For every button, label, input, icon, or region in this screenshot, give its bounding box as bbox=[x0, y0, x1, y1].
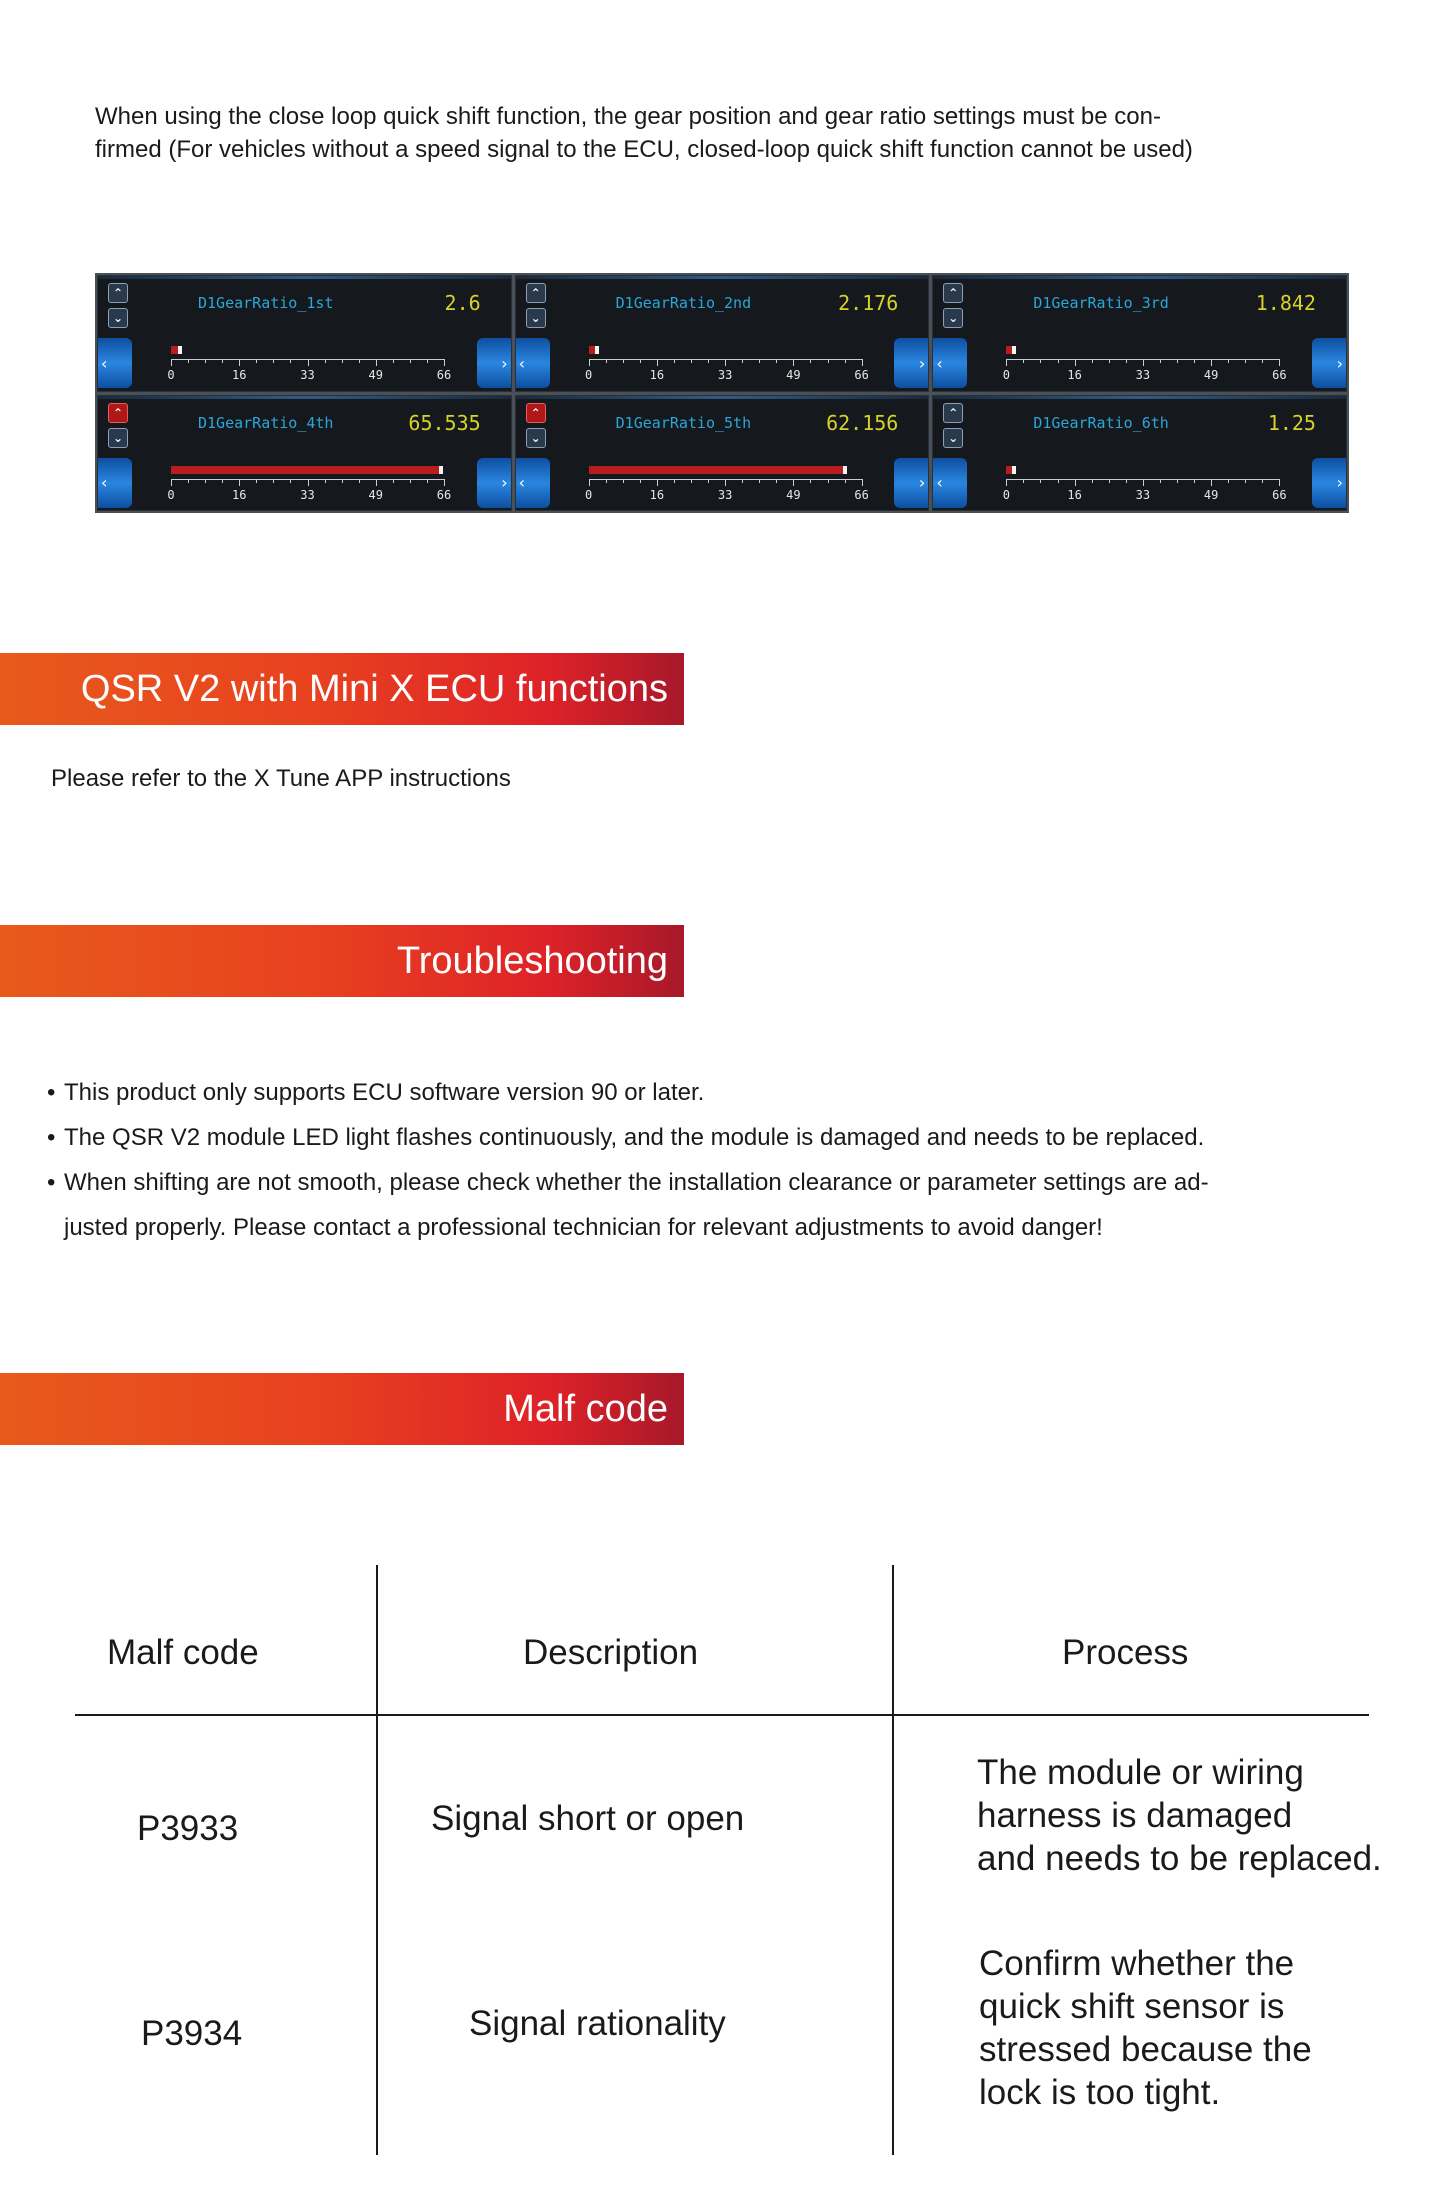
scale-minor-tick bbox=[640, 480, 641, 483]
scale-minor-tick bbox=[1177, 360, 1178, 363]
scale-minor-tick bbox=[1109, 360, 1110, 363]
process-line: and needs to be replaced. bbox=[977, 1839, 1382, 1878]
scale-minor-tick bbox=[222, 480, 223, 483]
scale-tick-label: 33 bbox=[300, 368, 315, 382]
scale-tick bbox=[376, 480, 377, 486]
scale-tick bbox=[1211, 480, 1212, 486]
decrease-arrow-icon[interactable]: ‹ bbox=[98, 338, 132, 388]
scale-tick bbox=[171, 360, 172, 366]
troubleshooting-list bbox=[47, 1070, 1367, 1250]
list-item bbox=[47, 1160, 1367, 1250]
decrease-arrow-icon[interactable]: ‹ bbox=[98, 458, 132, 508]
scale-tick-label: 16 bbox=[232, 368, 247, 382]
scale-tick-label: 16 bbox=[1067, 368, 1082, 382]
scale-minor-tick bbox=[742, 480, 743, 483]
parameter-name: D1GearRatio_2nd bbox=[615, 294, 752, 312]
scale-minor-tick bbox=[188, 480, 189, 483]
level-bar-fill bbox=[1006, 346, 1016, 354]
scale-tick bbox=[1143, 360, 1144, 366]
scale-minor-tick bbox=[342, 360, 343, 363]
scale-minor-tick bbox=[1228, 480, 1229, 483]
parameter-name: D1GearRatio_3rd bbox=[1033, 294, 1169, 312]
process-line: stressed because the bbox=[979, 2030, 1312, 2069]
level-bar-fill bbox=[171, 346, 182, 354]
scale-tick bbox=[1075, 480, 1076, 486]
scale-minor-tick bbox=[845, 480, 846, 483]
scale-minor-tick bbox=[674, 480, 675, 483]
table-cell-code: P3934 bbox=[141, 2014, 243, 2053]
scale-minor-tick bbox=[1126, 360, 1127, 363]
gauge-cell bbox=[932, 275, 1347, 392]
step-up-icon[interactable]: ⌃ bbox=[526, 283, 546, 303]
table-divider bbox=[892, 1565, 894, 2155]
scale-tick bbox=[793, 480, 794, 486]
scale-tick-label: 66 bbox=[436, 368, 452, 382]
scale-tick bbox=[308, 480, 309, 486]
parameter-name: D1GearRatio_5th bbox=[615, 413, 752, 432]
scale-tick bbox=[1143, 480, 1144, 486]
step-down-icon[interactable]: ⌄ bbox=[526, 428, 546, 448]
step-down-icon[interactable]: ⌄ bbox=[526, 308, 546, 328]
intro-line: firmed (For vehicles without a speed signal to the ECU, closed-loop quick shift function cannot be used) bbox=[95, 136, 1193, 163]
scale-minor-tick bbox=[1092, 480, 1093, 483]
scale-tick-label: 49 bbox=[1203, 368, 1219, 382]
scale-tick-label: 0 bbox=[585, 368, 593, 382]
increase-arrow-icon[interactable]: › bbox=[894, 338, 928, 388]
parameter-name: D1GearRatio_4th bbox=[198, 413, 334, 432]
step-down-icon[interactable]: ⌄ bbox=[108, 308, 128, 328]
increase-arrow-icon[interactable]: › bbox=[1312, 338, 1346, 388]
table-cell-code: P3933 bbox=[137, 1809, 239, 1848]
scale-minor-tick bbox=[810, 360, 811, 363]
scale-tick-label: 66 bbox=[436, 487, 452, 502]
scale-minor-tick bbox=[1262, 480, 1263, 483]
scale-tick bbox=[1006, 360, 1007, 366]
bullet-icon: • bbox=[47, 1079, 56, 1106]
scale-minor-tick bbox=[427, 360, 428, 363]
scale-minor-tick bbox=[325, 360, 326, 363]
scale-tick bbox=[657, 360, 658, 366]
scale-tick-label: 0 bbox=[167, 487, 175, 502]
scale-tick bbox=[444, 360, 445, 366]
scale-tick bbox=[725, 360, 726, 366]
level-bar-fill bbox=[1006, 466, 1016, 474]
scale-minor-tick bbox=[623, 480, 624, 483]
process-line: harness is damaged bbox=[977, 1796, 1293, 1835]
scale-tick bbox=[376, 360, 377, 366]
decrease-arrow-icon[interactable]: ‹ bbox=[516, 458, 550, 508]
scale-tick bbox=[725, 480, 726, 486]
scale-minor-tick bbox=[342, 480, 343, 483]
scale-minor-tick bbox=[222, 360, 223, 363]
parameter-value: 1.842 bbox=[1255, 291, 1316, 315]
process-line: quick shift sensor is bbox=[979, 1987, 1285, 2026]
parameter-name: D1GearRatio_1st bbox=[198, 294, 334, 312]
increase-arrow-icon[interactable]: › bbox=[477, 458, 511, 508]
step-down-icon[interactable]: ⌄ bbox=[943, 308, 963, 328]
scale-minor-tick bbox=[1177, 480, 1178, 483]
scale-minor-tick bbox=[845, 360, 846, 363]
scale-tick bbox=[308, 360, 309, 366]
scale-minor-tick bbox=[290, 480, 291, 483]
scale-tick bbox=[1279, 480, 1280, 486]
scale-axis bbox=[589, 359, 863, 367]
scale-tick bbox=[862, 480, 863, 486]
decrease-arrow-icon[interactable]: ‹ bbox=[933, 458, 967, 508]
level-bar[interactable] bbox=[171, 344, 445, 356]
gauge-cell bbox=[515, 395, 930, 512]
column-header-process: Process bbox=[1062, 1633, 1189, 1672]
scale-minor-tick bbox=[1228, 360, 1229, 363]
section-heading-troubleshooting: Troubleshooting bbox=[0, 925, 684, 997]
gauge-cell bbox=[97, 395, 512, 512]
scale-minor-tick bbox=[759, 480, 760, 483]
scale-axis bbox=[1006, 479, 1280, 487]
scale-minor-tick bbox=[325, 480, 326, 483]
scale-tick-label: 0 bbox=[1002, 368, 1010, 382]
scale-minor-tick bbox=[290, 360, 291, 363]
scale-minor-tick bbox=[1245, 480, 1246, 483]
scale-tick bbox=[239, 480, 240, 486]
scale-tick-label: 66 bbox=[854, 368, 869, 382]
scale-minor-tick bbox=[256, 360, 257, 363]
column-header-code: Malf code bbox=[107, 1633, 259, 1672]
scale-minor-tick bbox=[188, 360, 189, 363]
scale-tick-label: 66 bbox=[854, 487, 869, 502]
scale-minor-tick bbox=[674, 360, 675, 363]
scale-tick-label: 0 bbox=[167, 368, 175, 382]
scale-minor-tick bbox=[606, 480, 607, 483]
scale-minor-tick bbox=[273, 360, 274, 363]
table-cell-description: Signal short or open bbox=[431, 1799, 745, 1838]
scale-tick-label: 33 bbox=[1135, 368, 1151, 382]
scale-minor-tick bbox=[759, 360, 760, 363]
qsr-instructions-text: Please refer to the X Tune APP instructions bbox=[51, 765, 511, 792]
process-line: The module or wiring bbox=[977, 1753, 1304, 1792]
list-item-text: This product only supports ECU software version 90 or later. bbox=[64, 1079, 705, 1106]
scale-minor-tick bbox=[828, 480, 829, 483]
gear-ratio-panel bbox=[95, 273, 1349, 513]
step-down-icon[interactable]: ⌄ bbox=[943, 428, 963, 448]
table-divider bbox=[75, 1714, 1369, 1716]
increase-arrow-icon[interactable]: › bbox=[894, 458, 928, 508]
scale-minor-tick bbox=[1160, 480, 1161, 483]
scale-tick-label: 49 bbox=[368, 368, 383, 382]
table-cell-process bbox=[977, 1751, 1382, 1880]
increase-arrow-icon[interactable]: › bbox=[1312, 458, 1346, 508]
scale-minor-tick bbox=[691, 360, 692, 363]
scale-minor-tick bbox=[1109, 480, 1110, 483]
scale-tick bbox=[1006, 480, 1007, 486]
bullet-icon: • bbox=[47, 1124, 56, 1151]
parameter-value: 1.25 bbox=[1267, 410, 1316, 435]
scale-minor-tick bbox=[742, 360, 743, 363]
scale-minor-tick bbox=[623, 360, 624, 363]
scale-minor-tick bbox=[205, 360, 206, 363]
scale-minor-tick bbox=[410, 360, 411, 363]
scale-tick bbox=[1279, 360, 1280, 366]
gauge-cell bbox=[515, 275, 930, 392]
scale-minor-tick bbox=[776, 360, 777, 363]
scale-minor-tick bbox=[776, 480, 777, 483]
scale-minor-tick bbox=[640, 360, 641, 363]
section-heading-qsr: QSR V2 with Mini X ECU functions bbox=[0, 653, 684, 725]
scale-minor-tick bbox=[828, 360, 829, 363]
list-item-text: justed properly. Please contact a professional technician for relevant adjustments to avoid danger! bbox=[64, 1214, 1103, 1241]
step-up-icon[interactable]: ⌃ bbox=[108, 283, 128, 303]
parameter-value: 65.535 bbox=[408, 410, 481, 435]
step-up-icon[interactable]: ⌃ bbox=[943, 403, 963, 423]
level-bar[interactable] bbox=[1006, 344, 1280, 356]
scale-tick-label: 0 bbox=[1002, 487, 1010, 502]
intro-text bbox=[95, 100, 1355, 166]
gauge-cell bbox=[97, 275, 512, 392]
parameter-value: 62.156 bbox=[826, 410, 899, 435]
scale-tick-label: 66 bbox=[1272, 487, 1287, 502]
section-heading-malf-code: Malf code bbox=[0, 1373, 684, 1445]
scale-minor-tick bbox=[810, 480, 811, 483]
table-cell-description: Signal rationality bbox=[469, 2004, 726, 2043]
list-item-text: The QSR V2 module LED light flashes continuously, and the module is damaged and needs to be replaced. bbox=[64, 1124, 1205, 1151]
step-up-icon[interactable]: ⌃ bbox=[943, 283, 963, 303]
scale-minor-tick bbox=[606, 360, 607, 363]
scale-minor-tick bbox=[1262, 360, 1263, 363]
level-bar[interactable] bbox=[589, 344, 863, 356]
bullet-icon: • bbox=[47, 1169, 56, 1196]
parameter-value: 2.6 bbox=[444, 291, 481, 315]
process-line: lock is too tight. bbox=[979, 2073, 1221, 2112]
level-bar-fill bbox=[589, 346, 599, 354]
scale-tick-label: 49 bbox=[786, 368, 801, 382]
list-item bbox=[47, 1070, 1367, 1115]
level-bar[interactable] bbox=[589, 464, 863, 476]
step-up-icon[interactable]: ⌃ bbox=[526, 403, 546, 423]
table-cell-process bbox=[979, 1942, 1312, 2114]
scale-tick bbox=[589, 360, 590, 366]
scale-tick-label: 16 bbox=[649, 487, 665, 502]
scale-tick-label: 33 bbox=[300, 487, 315, 502]
scale-minor-tick bbox=[205, 480, 206, 483]
scale-minor-tick bbox=[1245, 360, 1246, 363]
scale-minor-tick bbox=[708, 360, 709, 363]
decrease-arrow-icon[interactable]: ‹ bbox=[933, 338, 967, 388]
gauge-cell bbox=[932, 395, 1347, 512]
scale-minor-tick bbox=[1058, 480, 1059, 483]
column-header-description: Description bbox=[523, 1633, 699, 1672]
increase-arrow-icon[interactable]: › bbox=[477, 338, 511, 388]
decrease-arrow-icon[interactable]: ‹ bbox=[516, 338, 550, 388]
scale-minor-tick bbox=[359, 480, 360, 483]
scale-tick-label: 33 bbox=[717, 487, 733, 502]
scale-minor-tick bbox=[410, 480, 411, 483]
parameter-value: 2.176 bbox=[838, 291, 899, 315]
scale-minor-tick bbox=[427, 480, 428, 483]
scale-axis bbox=[171, 479, 445, 487]
scale-minor-tick bbox=[1023, 480, 1024, 483]
scale-tick-label: 33 bbox=[1135, 487, 1151, 502]
scale-tick bbox=[1075, 360, 1076, 366]
parameter-name: D1GearRatio_6th bbox=[1033, 413, 1169, 432]
scale-tick-label: 66 bbox=[1272, 368, 1287, 382]
scale-tick bbox=[657, 480, 658, 486]
level-bar-fill bbox=[171, 466, 443, 474]
intro-line: When using the close loop quick shift function, the gear position and gear ratio settings must be con- bbox=[95, 103, 1161, 130]
scale-minor-tick bbox=[691, 480, 692, 483]
scale-tick bbox=[589, 480, 590, 486]
scale-tick-label: 33 bbox=[717, 368, 733, 382]
scale-axis bbox=[589, 479, 863, 487]
scale-minor-tick bbox=[273, 480, 274, 483]
list-item bbox=[47, 1115, 1367, 1160]
step-down-icon[interactable]: ⌄ bbox=[108, 428, 128, 448]
scale-tick-label: 49 bbox=[1203, 487, 1219, 502]
scale-minor-tick bbox=[1040, 360, 1041, 363]
scale-tick bbox=[862, 360, 863, 366]
scale-minor-tick bbox=[1040, 480, 1041, 483]
scale-minor-tick bbox=[1126, 480, 1127, 483]
scale-minor-tick bbox=[1023, 360, 1024, 363]
scale-tick-label: 49 bbox=[786, 487, 801, 502]
scale-minor-tick bbox=[359, 360, 360, 363]
scale-minor-tick bbox=[256, 480, 257, 483]
scale-tick bbox=[793, 360, 794, 366]
level-bar[interactable] bbox=[1006, 464, 1280, 476]
scale-minor-tick bbox=[1092, 360, 1093, 363]
scale-minor-tick bbox=[1194, 480, 1195, 483]
scale-tick bbox=[239, 360, 240, 366]
list-item-text: When shifting are not smooth, please check whether the installation clearance or parameter settings are ad- bbox=[64, 1169, 1209, 1196]
scale-axis bbox=[1006, 359, 1280, 367]
scale-tick bbox=[171, 480, 172, 486]
table-divider bbox=[376, 1565, 378, 2155]
scale-tick-label: 16 bbox=[1067, 487, 1082, 502]
step-up-icon[interactable]: ⌃ bbox=[108, 403, 128, 423]
scale-minor-tick bbox=[393, 480, 394, 483]
process-line: Confirm whether the bbox=[979, 1944, 1295, 1983]
scale-minor-tick bbox=[1194, 360, 1195, 363]
level-bar-fill bbox=[589, 466, 847, 474]
scale-tick bbox=[444, 480, 445, 486]
scale-minor-tick bbox=[393, 360, 394, 363]
level-bar[interactable] bbox=[171, 464, 445, 476]
scale-tick-label: 16 bbox=[232, 487, 247, 502]
scale-tick-label: 0 bbox=[585, 487, 593, 502]
scale-minor-tick bbox=[1160, 360, 1161, 363]
scale-minor-tick bbox=[708, 480, 709, 483]
scale-tick bbox=[1211, 360, 1212, 366]
scale-tick-label: 16 bbox=[649, 368, 665, 382]
scale-axis bbox=[171, 359, 445, 367]
scale-tick-label: 49 bbox=[368, 487, 383, 502]
scale-minor-tick bbox=[1058, 360, 1059, 363]
